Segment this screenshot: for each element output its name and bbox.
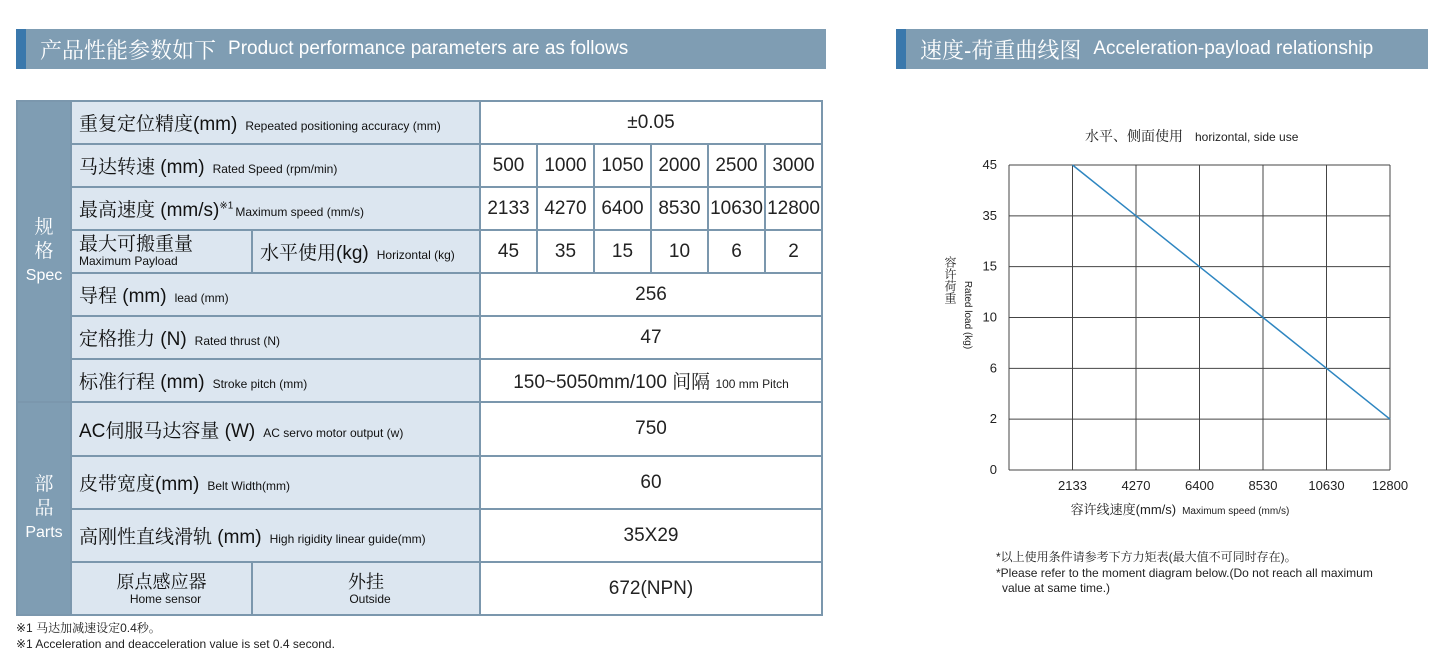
chart-title-en: horizontal, side use — [1195, 130, 1299, 144]
chart-note-1: *以上使用条件请参考下方力矩表(最大值不可同时存在)。 — [996, 550, 1297, 564]
y-tick-labels — [983, 157, 997, 477]
max-speed-value: 4270 — [537, 187, 594, 230]
guide-en: High rigidity linear guide(mm) — [269, 532, 426, 546]
header-accent-bar — [896, 29, 906, 69]
motor-zh: AC伺服马达容量 (W) — [79, 420, 256, 442]
payload-chart — [920, 140, 1440, 540]
y-tick-label: 0 — [989, 462, 997, 477]
row-thrust — [17, 316, 822, 359]
parts-side-label — [17, 402, 71, 615]
payload-label — [71, 230, 252, 273]
y-tick-label: 35 — [982, 207, 997, 223]
speed-value: 1000 — [537, 144, 594, 187]
sensor-sub-zh: 外挂 — [348, 571, 384, 592]
sensor-zh: 原点感应器 — [116, 571, 207, 592]
sensor-value: 672(NPN) — [480, 562, 822, 615]
accuracy-label — [71, 101, 480, 144]
belt-label — [71, 456, 480, 509]
speed-value: 500 — [480, 144, 537, 187]
x-tick-labels — [1058, 478, 1408, 493]
row-guide — [17, 509, 822, 562]
payload-en: Maximum Payload — [79, 253, 178, 268]
row-motor — [17, 402, 822, 456]
left-header-en: Product performance parameters are as follows — [228, 38, 629, 59]
footnote-1: ※1 马达加减速设定0.4秒。 — [16, 621, 161, 635]
parts-side-zh: 部品 — [34, 473, 54, 519]
x-tick-label: 12800 — [1371, 478, 1409, 493]
lead-zh: 导程 (mm) — [79, 286, 167, 307]
thrust-label — [71, 316, 480, 359]
row-speed — [17, 144, 822, 187]
left-header-zh: 产品性能参数如下 — [40, 37, 217, 63]
payload-sub-label — [252, 230, 480, 273]
chart-title-zh: 水平、侧面使用 — [1085, 128, 1183, 144]
y-tick-label: 6 — [989, 360, 997, 376]
accuracy-zh: 重复定位精度(mm) — [79, 114, 238, 135]
thrust-zh: 定格推力 (N) — [79, 329, 187, 350]
chart-note-3: value at same time.) — [1002, 581, 1111, 595]
y-axis-label-en: Rated load (kg) — [962, 280, 973, 350]
payload-value: 10 — [651, 230, 708, 273]
spec-table — [16, 100, 823, 616]
max-speed-zh: 最高速度 (mm/s) — [79, 200, 220, 221]
y-axis-label-zh: 容许荷重 — [943, 256, 957, 304]
thrust-value: 47 — [480, 316, 822, 359]
stroke-value-small: 100 mm Pitch — [715, 377, 789, 391]
spec-side-label — [17, 101, 71, 402]
y-tick-label: 2 — [989, 411, 997, 427]
speed-zh: 马达转速 (mm) — [79, 157, 205, 178]
row-lead — [17, 273, 822, 316]
sensor-sub-en: Outside — [349, 591, 391, 606]
payload-value: 15 — [594, 230, 651, 273]
y-tick-label: 45 — [982, 157, 997, 172]
x-axis-label-en: Maximum speed (mm/s) — [1182, 506, 1290, 517]
payload-value: 6 — [708, 230, 765, 273]
lead-value: 256 — [480, 273, 822, 316]
row-belt — [17, 456, 822, 509]
x-axis-label-zh: 容许线速度(mm/s) — [1070, 502, 1177, 517]
row-accuracy — [17, 101, 822, 144]
max-speed-label — [71, 187, 480, 230]
max-speed-value: 2133 — [480, 187, 537, 230]
sensor-en: Home sensor — [129, 591, 202, 606]
left-section-header — [16, 29, 826, 69]
speed-label — [71, 144, 480, 187]
speed-value: 2000 — [651, 144, 708, 187]
stroke-en: Stroke pitch (mm) — [212, 377, 308, 391]
series-line — [1073, 165, 1391, 419]
chart-grid — [1009, 165, 1390, 470]
x-tick-label: 10630 — [1308, 478, 1345, 493]
thrust-en: Rated thrust (N) — [194, 334, 281, 348]
x-tick-label: 2133 — [1058, 478, 1087, 493]
sensor-sub-label — [252, 562, 480, 615]
x-tick-label: 8530 — [1248, 478, 1278, 493]
speed-value: 1050 — [594, 144, 651, 187]
right-header-en: Acceleration-payload relationship — [1093, 38, 1374, 59]
belt-en: Belt Width(mm) — [207, 479, 290, 493]
speed-value: 3000 — [765, 144, 822, 187]
max-speed-value: 6400 — [594, 187, 651, 230]
stroke-value-main: 150~5050mm/100 间隔 — [513, 372, 711, 393]
accuracy-en: Repeated positioning accuracy (mm) — [245, 119, 441, 133]
y-tick-label: 10 — [982, 309, 997, 325]
x-axis-label — [1071, 502, 1290, 517]
header-accent-bar — [16, 29, 26, 69]
stroke-zh: 标准行程 (mm) — [79, 372, 205, 393]
row-stroke — [17, 359, 822, 402]
footnote-2: ※1 Acceleration and deacceleration value is set 0.4 second. — [16, 637, 335, 651]
max-speed-value: 10630 — [708, 187, 765, 230]
payload-zh: 最大可搬重量 — [79, 233, 194, 255]
belt-zh: 皮带宽度(mm) — [79, 474, 200, 495]
payload-sub-zh: 水平使用(kg) — [260, 243, 369, 264]
row-payload — [17, 230, 822, 273]
belt-value: 60 — [480, 456, 822, 509]
chart-note-2: *Please refer to the moment diagram below.(Do not reach all maximum — [996, 566, 1373, 580]
stroke-value — [480, 359, 822, 402]
max-speed-en: Maximum speed (mm/s) — [235, 205, 365, 219]
speed-en: Rated Speed (rpm/min) — [212, 162, 338, 176]
footnote-marker: ※1 — [219, 200, 234, 212]
parts-side-en: Parts — [25, 523, 63, 541]
max-speed-value: 12800 — [765, 187, 822, 230]
payload-value: 35 — [537, 230, 594, 273]
x-tick-label: 4270 — [1121, 478, 1151, 493]
payload-value: 2 — [765, 230, 822, 273]
lead-en: lead (mm) — [174, 291, 229, 305]
right-header-zh: 速度-荷重曲线图 — [920, 37, 1082, 63]
stroke-label — [71, 359, 480, 402]
sensor-label — [71, 562, 252, 615]
payload-value: 45 — [480, 230, 537, 273]
spec-side-zh: 规格 — [34, 216, 54, 262]
speed-value: 2500 — [708, 144, 765, 187]
max-speed-value: 8530 — [651, 187, 708, 230]
right-section-header — [896, 29, 1428, 69]
y-tick-label: 15 — [982, 258, 997, 274]
guide-label — [71, 509, 480, 562]
payload-sub-en: Horizontal (kg) — [376, 248, 455, 262]
row-max-speed — [17, 187, 822, 230]
motor-en: AC servo motor output (w) — [263, 425, 404, 440]
motor-label — [71, 402, 480, 456]
lead-label — [71, 273, 480, 316]
accuracy-value: ±0.05 — [480, 101, 822, 144]
guide-zh: 高刚性直线滑轨 (mm) — [79, 527, 262, 548]
x-tick-label: 6400 — [1185, 478, 1214, 493]
row-sensor — [17, 562, 822, 615]
guide-value: 35X29 — [480, 509, 822, 562]
motor-value: 750 — [480, 402, 822, 456]
spec-side-en: Spec — [25, 266, 63, 284]
